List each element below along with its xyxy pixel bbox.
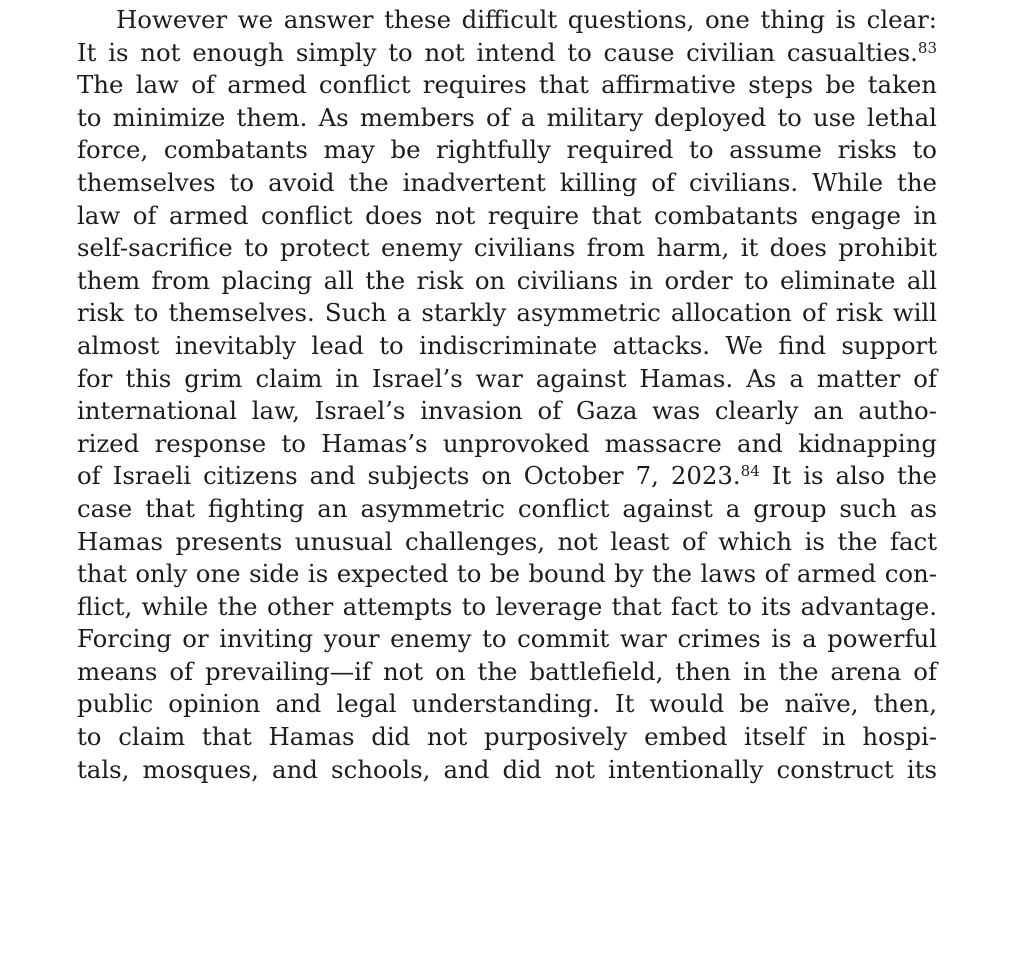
text-line: Forcing or inviting your enemy to commit war crimes is a powerful <box>77 624 937 654</box>
text-line: means of prevailing—if not on the battlefield, then in the arena of <box>77 656 937 686</box>
text-line: The law of armed conflict requires that affirmative steps be taken <box>77 70 937 100</box>
text-line-content: It is not enough simply to not intend to cause civilian casualties. <box>77 37 918 67</box>
text-line: to minimize them. As members of a military deployed to use lethal <box>77 102 937 132</box>
text-line: for this grim claim in Israel’s war against Hamas. As a matter of <box>77 363 937 393</box>
text-line: flict, while the other attempts to leverage that fact to its advantage. <box>77 591 937 621</box>
text-line: rized response to Hamas’s unprovoked massacre and kidnapping <box>77 428 937 458</box>
text-line: risk to themselves. Such a starkly asymmetric allocation of risk will <box>77 298 937 328</box>
footnote-reference[interactable]: 83 <box>917 38 937 57</box>
text-line: Hamas presents unusual challenges, not least of which is the fact <box>77 526 937 556</box>
footnote-reference[interactable]: 84 <box>740 462 760 481</box>
text-line: public opinion and legal understanding. It would be naïve, then, <box>77 689 937 719</box>
text-line: case that fighting an asymmetric conflict against a group such as <box>77 493 937 523</box>
text-line <box>77 460 937 493</box>
text-line: tals, mosques, and schools, and did not intentionally construct its <box>77 754 937 784</box>
text-line: them from placing all the risk on civilians in order to eliminate all <box>77 265 937 295</box>
text-line-content: of Israeli citizens and subjects on October 7, 2023. <box>77 461 741 491</box>
text-line: self-sacrifice to protect enemy civilians from harm, it does prohibit <box>77 233 937 263</box>
text-line: However we answer these difficult questions, one thing is clear: <box>116 5 937 34</box>
text-line: force, combatants may be rightfully required to assume risks to <box>77 135 937 165</box>
text-line: to claim that Hamas did not purposively embed itself in hospi- <box>77 722 937 752</box>
document-page <box>77 0 937 786</box>
text-line: themselves to avoid the inadvertent killing of civilians. While the <box>77 167 937 197</box>
text-line: law of armed conflict does not require that combatants engage in <box>77 200 937 230</box>
text-line: almost inevitably lead to indiscriminate attacks. We find support <box>77 330 937 360</box>
text-line: that only one side is expected to be bound by the laws of armed con- <box>77 559 937 589</box>
text-line-tail: It is also the <box>759 461 937 491</box>
text-line <box>77 37 937 70</box>
body-paragraph <box>77 0 937 786</box>
text-line: international law, Israel’s invasion of Gaza was clearly an autho- <box>77 396 937 426</box>
